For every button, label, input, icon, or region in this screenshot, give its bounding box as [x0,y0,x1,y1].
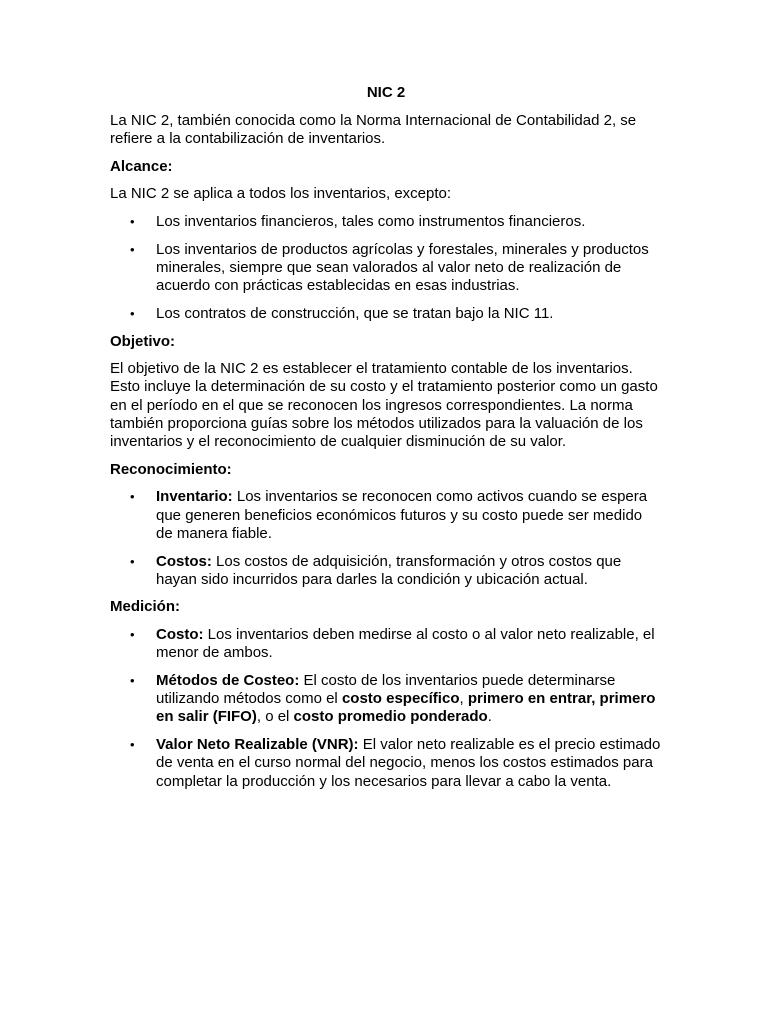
list-item: • Métodos de Costeo: El costo de los inventarios puede determinarse utilizando métodos como el costo específico, primero en entrar, primero en salir (FIFO), o el costo promedio ponderado. [130,672,656,726]
intro-paragraph: La NIC 2, también conocida como la Norma Internacional de Contabilidad 2, se refiere a la contabilización de inventarios. [110,111,637,147]
bullet-icon: • [130,214,135,229]
bullet-icon: • [130,737,135,753]
bullet-icon: • [130,627,135,643]
list-term: Valor Neto Realizable (VNR): [156,736,359,754]
list-term: Costos: [156,552,212,570]
bullet-icon: • [130,241,135,257]
bullet-icon: • [130,305,135,321]
alcance-list [110,213,662,323]
list-item: • Valor Neto Realizable (VNR): El valor neto realizable es el precio estimado de venta en el curso normal del negocio, menos los costos estimados para completar la producción y los necesarios para llevar a cabo la venta. [130,736,661,790]
list-item: • Los contratos de construcción, que se tratan bajo la NIC 11. [130,304,554,322]
list-item: • Inventario: Los inventarios se reconocen como activos cuando se espera que generen beneficios económicos futuros y su costo puede ser medido de manera fiable. [130,488,648,542]
bullet-icon: • [130,553,135,569]
document-page [110,84,662,800]
list-item: • Costos: Los costos de adquisición, transformación y otros costos que hayan sido incurridos para darles la condición y ubicación actual. [130,552,622,588]
objetivo-heading: Objetivo: [110,332,176,350]
medicion-heading: Medición: [110,598,180,616]
list-term: Métodos de Costeo: [156,672,300,690]
bullet-icon: • [130,489,135,505]
list-item: • Los inventarios financieros, tales como instrumentos financieros. [130,213,586,230]
method-term: primero en entrar, primero en salir (FIFO) [156,690,656,726]
alcance-lead: La NIC 2 se aplica a todos los inventarios, excepto: [110,185,452,203]
document-title: NIC 2 [366,84,406,101]
reconocimiento-heading: Reconocimiento: [110,460,232,478]
list-term: Costo: [156,626,204,644]
list-item: • Costo: Los inventarios deben medirse al costo o al valor neto realizable, el menor de ambos. [130,626,655,662]
list-item: • Los inventarios de productos agrícolas y forestales, minerales y productos minerales, siempre que sean valorados al valor neto de realización de acuerdo con prácticas establecidas en esas industrias. [130,240,649,295]
objetivo-paragraph: El objetivo de la NIC 2 es establecer el tratamiento contable de los inventarios. Esto incluye la determinación de su costo y el tratamiento posterior como un gasto en el período en el que se reconocen los ingresos correspondientes. La norma también proporciona guías sobre los métodos utilizados para la valuación de los inventarios y el reconocimiento de cualquier disminución de su valor. [110,360,658,451]
medicion-list [110,626,662,791]
reconocimiento-list [110,488,662,589]
method-term: costo específico [341,690,460,708]
alcance-heading: Alcance: [110,157,173,175]
bullet-icon: • [130,673,135,689]
list-term: Inventario: [156,488,233,506]
method-term: costo promedio ponderado [293,708,488,726]
